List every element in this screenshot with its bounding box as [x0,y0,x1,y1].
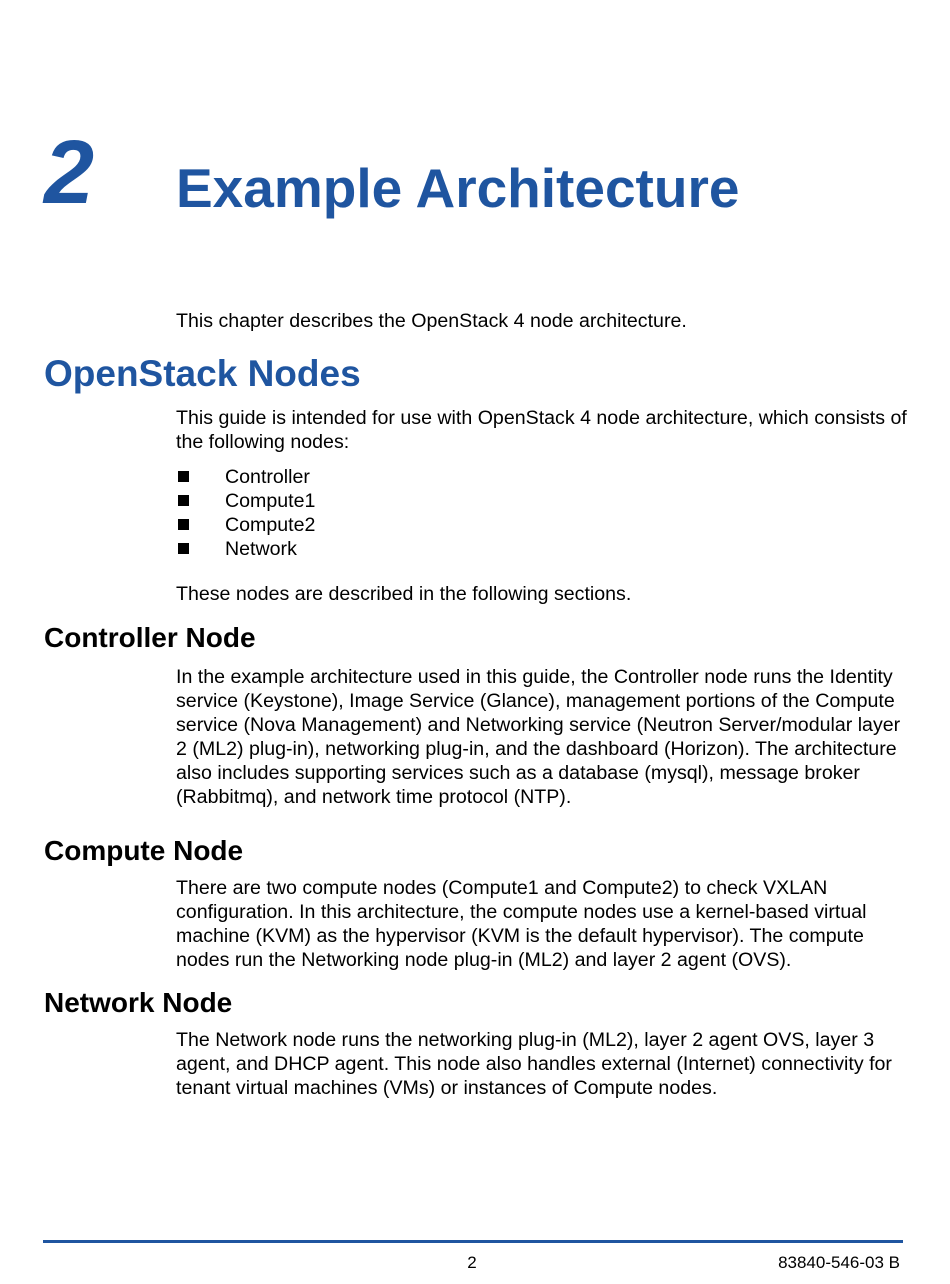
list-item [176,489,315,513]
chapter-title: Example Architecture [176,157,740,219]
node-list [176,465,315,561]
openstack-nodes-closing: These nodes are described in the following sections. [176,583,632,605]
document-id: 83840-546-03 B [778,1253,900,1272]
list-item-label: Controller [225,466,310,488]
section-heading-compute-node: Compute Node [44,835,244,866]
footer-divider [43,1240,903,1243]
chapter-intro: This chapter describes the OpenStack 4 node architecture. [176,310,687,332]
network-node-paragraph: The Network node runs the networking plug-in (ML2), layer 2 agent OVS, layer 3 agent, and DHCP agent. This node also handles external (Internet) connectivity for tenant virtual machines (VMs) or instances of Compute nodes. [176,1029,892,1099]
list-item [176,465,315,489]
list-item-label: Compute1 [225,490,316,512]
list-item [176,513,315,537]
list-item [176,537,315,561]
list-item-label: Network [225,538,297,560]
chapter-number: 2 [44,123,95,223]
square-bullet-icon [178,543,189,554]
compute-node-paragraph: There are two compute nodes (Compute1 and Compute2) to check VXLAN configuration. In this architecture, the compute nodes use a kernel-based virtual machine (KVM) as the hypervisor (KVM is the default hypervisor). The compute nodes run the Networking node plug-in (ML2) and layer 2 agent (OVS). [176,877,867,971]
page-number: 2 [467,1253,477,1272]
section-heading-openstack-nodes: OpenStack Nodes [44,353,361,394]
square-bullet-icon [178,471,189,482]
square-bullet-icon [178,519,189,530]
square-bullet-icon [178,495,189,506]
section-heading-controller-node: Controller Node [44,622,256,653]
controller-node-paragraph: In the example architecture used in this guide, the Controller node runs the Identity service (Keystone), Image Service (Glance), management portions of the Compute service (Nova Management) and Networking service (Neutron Server/modular layer 2 (ML2) plug-in), networking plug-in, and the dashboard (Horizon). The architecture also includes supporting services such as a database (mysql), message broker (Rabbitmq), and network time protocol (NTP). [176,666,901,808]
section-heading-network-node: Network Node [44,987,233,1018]
list-item-label: Compute2 [225,514,316,536]
openstack-nodes-paragraph: This guide is intended for use with OpenStack 4 node architecture, which consists of the following nodes: [176,407,907,453]
